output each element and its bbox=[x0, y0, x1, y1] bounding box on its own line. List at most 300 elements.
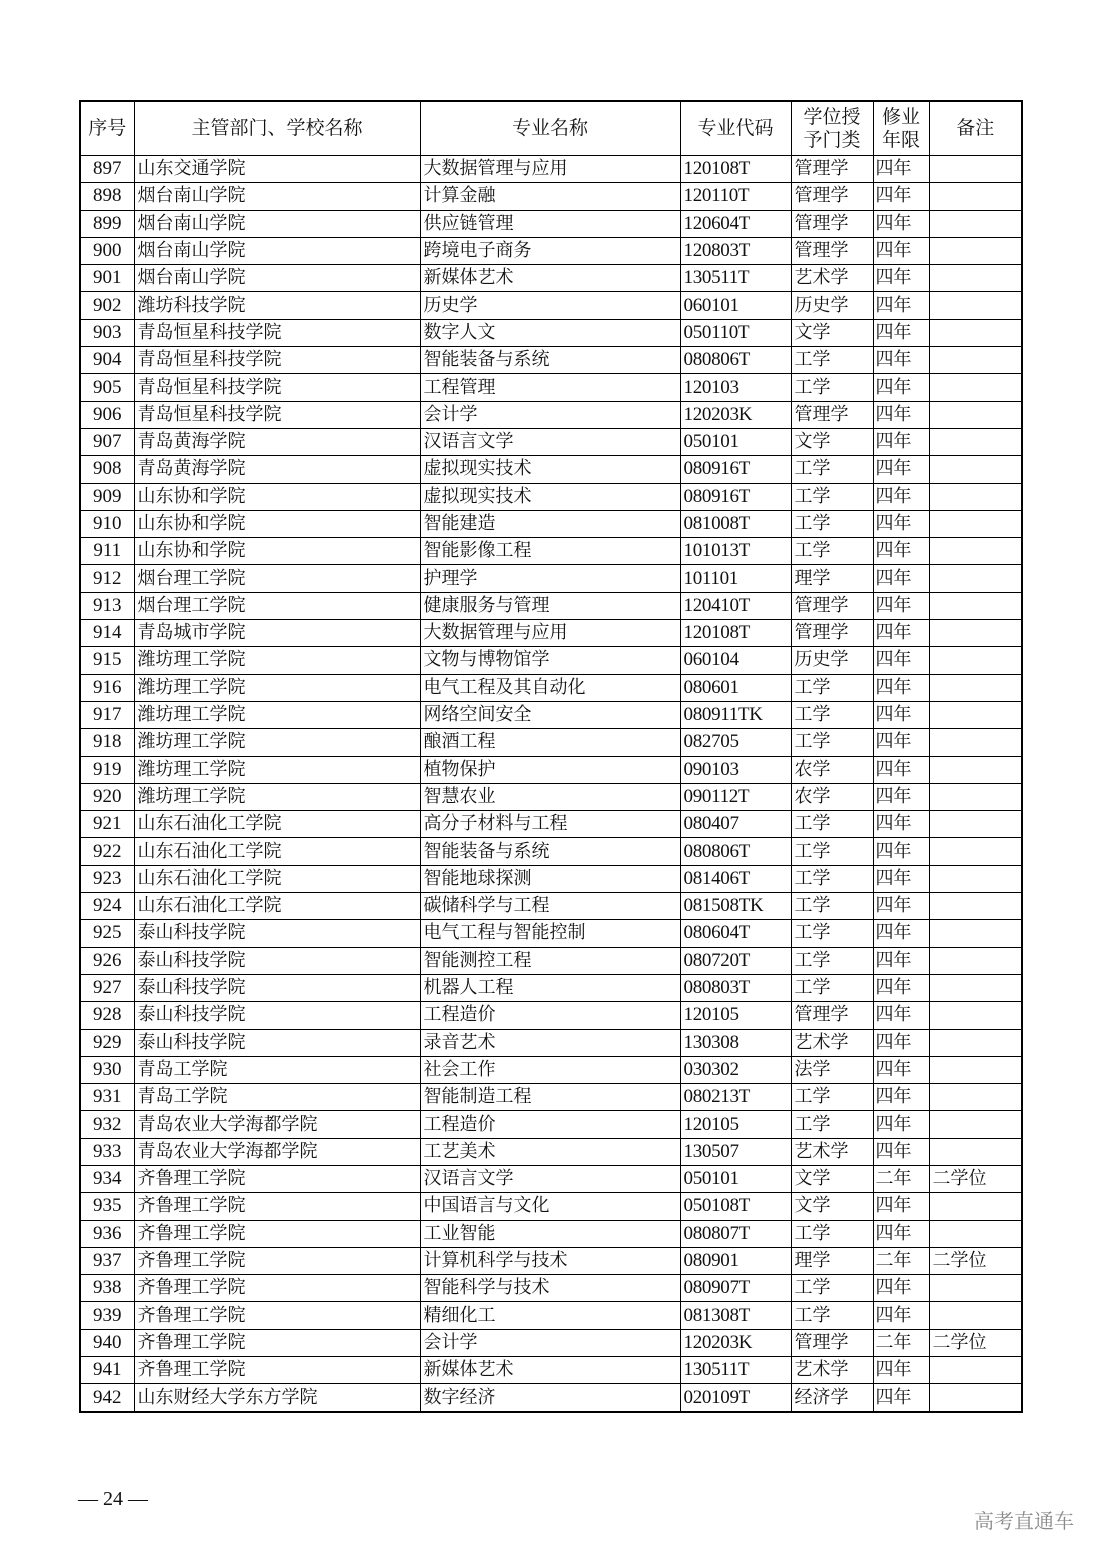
table-row bbox=[80, 156, 1022, 183]
cell-degree: 文学 bbox=[791, 428, 873, 455]
cell-no: 903 bbox=[80, 319, 134, 346]
cell-note bbox=[929, 1029, 1022, 1056]
cell-years: 四年 bbox=[873, 1002, 929, 1029]
cell-no: 920 bbox=[80, 783, 134, 810]
cell-code: 050101 bbox=[680, 428, 791, 455]
cell-note: 二学位 bbox=[929, 1165, 1022, 1192]
cell-code: 050110T bbox=[680, 319, 791, 346]
header-years-line1: 修业 bbox=[881, 105, 920, 128]
table-row bbox=[80, 1165, 1022, 1192]
cell-major: 工程造价 bbox=[420, 1111, 680, 1138]
cell-major: 社会工作 bbox=[420, 1056, 680, 1083]
cell-no: 909 bbox=[80, 483, 134, 510]
cell-school: 烟台南山学院 bbox=[134, 237, 420, 264]
cell-code: 090112T bbox=[680, 783, 791, 810]
cell-code: 120410T bbox=[680, 592, 791, 619]
cell-major: 智慧农业 bbox=[420, 783, 680, 810]
cell-no: 904 bbox=[80, 347, 134, 374]
table-row bbox=[80, 1302, 1022, 1329]
table-row bbox=[80, 783, 1022, 810]
cell-school: 齐鲁理工学院 bbox=[134, 1165, 420, 1192]
cell-years: 四年 bbox=[873, 1384, 929, 1412]
majors-table bbox=[79, 100, 1023, 1413]
cell-school: 烟台南山学院 bbox=[134, 265, 420, 292]
cell-years: 四年 bbox=[873, 538, 929, 565]
cell-degree: 管理学 bbox=[791, 1329, 873, 1356]
table-row bbox=[80, 1247, 1022, 1274]
cell-code: 120203K bbox=[680, 401, 791, 428]
cell-school: 泰山科技学院 bbox=[134, 920, 420, 947]
cell-years: 四年 bbox=[873, 592, 929, 619]
cell-note bbox=[929, 265, 1022, 292]
cell-years: 四年 bbox=[873, 729, 929, 756]
cell-school: 泰山科技学院 bbox=[134, 974, 420, 1001]
cell-major: 智能装备与系统 bbox=[420, 347, 680, 374]
cell-major: 中国语言与文化 bbox=[420, 1193, 680, 1220]
table-row bbox=[80, 183, 1022, 210]
cell-code: 130507 bbox=[680, 1138, 791, 1165]
table-row bbox=[80, 1138, 1022, 1165]
cell-note bbox=[929, 729, 1022, 756]
cell-degree: 文学 bbox=[791, 319, 873, 346]
table-row bbox=[80, 1329, 1022, 1356]
cell-note bbox=[929, 156, 1022, 183]
cell-years: 四年 bbox=[873, 292, 929, 319]
header-note: 备注 bbox=[929, 101, 1022, 156]
table-row bbox=[80, 1056, 1022, 1083]
table-row bbox=[80, 865, 1022, 892]
cell-major: 虚拟现实技术 bbox=[420, 483, 680, 510]
cell-years: 四年 bbox=[873, 701, 929, 728]
cell-note bbox=[929, 483, 1022, 510]
cell-major: 录音艺术 bbox=[420, 1029, 680, 1056]
cell-school: 青岛城市学院 bbox=[134, 620, 420, 647]
cell-degree: 农学 bbox=[791, 756, 873, 783]
cell-school: 山东协和学院 bbox=[134, 483, 420, 510]
cell-school: 烟台南山学院 bbox=[134, 210, 420, 237]
cell-degree: 工学 bbox=[791, 1275, 873, 1302]
cell-note bbox=[929, 647, 1022, 674]
cell-major: 智能测控工程 bbox=[420, 947, 680, 974]
cell-degree: 工学 bbox=[791, 674, 873, 701]
cell-note bbox=[929, 783, 1022, 810]
cell-no: 942 bbox=[80, 1384, 134, 1412]
cell-note bbox=[929, 865, 1022, 892]
cell-degree: 工学 bbox=[791, 811, 873, 838]
cell-no: 928 bbox=[80, 1002, 134, 1029]
cell-note bbox=[929, 183, 1022, 210]
cell-no: 919 bbox=[80, 756, 134, 783]
cell-code: 080807T bbox=[680, 1220, 791, 1247]
cell-school: 山东协和学院 bbox=[134, 538, 420, 565]
cell-no: 929 bbox=[80, 1029, 134, 1056]
cell-code: 080407 bbox=[680, 811, 791, 838]
cell-no: 931 bbox=[80, 1084, 134, 1111]
cell-code: 120108T bbox=[680, 156, 791, 183]
cell-degree: 工学 bbox=[791, 1302, 873, 1329]
table-row bbox=[80, 974, 1022, 1001]
cell-no: 925 bbox=[80, 920, 134, 947]
cell-degree: 管理学 bbox=[791, 183, 873, 210]
cell-years: 四年 bbox=[873, 156, 929, 183]
cell-degree: 法学 bbox=[791, 1056, 873, 1083]
cell-years: 四年 bbox=[873, 510, 929, 537]
cell-school: 齐鲁理工学院 bbox=[134, 1357, 420, 1384]
header-degree-line2: 予门类 bbox=[803, 128, 861, 151]
header-degree-line1: 学位授 bbox=[803, 105, 861, 128]
cell-school: 潍坊理工学院 bbox=[134, 729, 420, 756]
cell-school: 泰山科技学院 bbox=[134, 947, 420, 974]
cell-major: 历史学 bbox=[420, 292, 680, 319]
cell-degree: 工学 bbox=[791, 347, 873, 374]
cell-note: 二学位 bbox=[929, 1247, 1022, 1274]
cell-major: 智能建造 bbox=[420, 510, 680, 537]
cell-school: 烟台南山学院 bbox=[134, 183, 420, 210]
cell-no: 915 bbox=[80, 647, 134, 674]
cell-degree: 管理学 bbox=[791, 237, 873, 264]
cell-code: 101013T bbox=[680, 538, 791, 565]
cell-note bbox=[929, 319, 1022, 346]
cell-note bbox=[929, 347, 1022, 374]
cell-degree: 工学 bbox=[791, 483, 873, 510]
cell-years: 四年 bbox=[873, 374, 929, 401]
cell-code: 101101 bbox=[680, 565, 791, 592]
cell-no: 916 bbox=[80, 674, 134, 701]
cell-years: 四年 bbox=[873, 1084, 929, 1111]
cell-code: 130308 bbox=[680, 1029, 791, 1056]
header-degree bbox=[791, 101, 873, 156]
cell-degree: 工学 bbox=[791, 1084, 873, 1111]
cell-years: 四年 bbox=[873, 565, 929, 592]
cell-degree: 历史学 bbox=[791, 647, 873, 674]
table-row bbox=[80, 510, 1022, 537]
cell-major: 工业智能 bbox=[420, 1220, 680, 1247]
cell-school: 齐鲁理工学院 bbox=[134, 1193, 420, 1220]
cell-note bbox=[929, 1220, 1022, 1247]
cell-code: 030302 bbox=[680, 1056, 791, 1083]
table-row bbox=[80, 1084, 1022, 1111]
cell-degree: 管理学 bbox=[791, 1002, 873, 1029]
table-row bbox=[80, 483, 1022, 510]
cell-code: 050101 bbox=[680, 1165, 791, 1192]
cell-major: 计算机科学与技术 bbox=[420, 1247, 680, 1274]
cell-no: 908 bbox=[80, 456, 134, 483]
cell-code: 081508TK bbox=[680, 893, 791, 920]
cell-no: 940 bbox=[80, 1329, 134, 1356]
cell-code: 120803T bbox=[680, 237, 791, 264]
cell-major: 机器人工程 bbox=[420, 974, 680, 1001]
cell-degree: 理学 bbox=[791, 1247, 873, 1274]
cell-years: 四年 bbox=[873, 620, 929, 647]
cell-note bbox=[929, 1384, 1022, 1412]
cell-code: 060104 bbox=[680, 647, 791, 674]
cell-code: 080907T bbox=[680, 1275, 791, 1302]
cell-degree: 工学 bbox=[791, 538, 873, 565]
cell-years: 四年 bbox=[873, 265, 929, 292]
cell-major: 汉语言文学 bbox=[420, 428, 680, 455]
table-header-row bbox=[80, 101, 1022, 156]
cell-code: 080604T bbox=[680, 920, 791, 947]
cell-code: 120110T bbox=[680, 183, 791, 210]
cell-no: 927 bbox=[80, 974, 134, 1001]
cell-school: 青岛工学院 bbox=[134, 1084, 420, 1111]
table-row bbox=[80, 674, 1022, 701]
cell-code: 080916T bbox=[680, 456, 791, 483]
cell-years: 四年 bbox=[873, 1357, 929, 1384]
cell-degree: 农学 bbox=[791, 783, 873, 810]
table-row bbox=[80, 1384, 1022, 1412]
cell-major: 数字经济 bbox=[420, 1384, 680, 1412]
cell-no: 938 bbox=[80, 1275, 134, 1302]
cell-school: 青岛黄海学院 bbox=[134, 456, 420, 483]
cell-code: 080720T bbox=[680, 947, 791, 974]
cell-major: 大数据管理与应用 bbox=[420, 620, 680, 647]
cell-years: 四年 bbox=[873, 1275, 929, 1302]
cell-major: 数字人文 bbox=[420, 319, 680, 346]
cell-no: 918 bbox=[80, 729, 134, 756]
cell-major: 智能制造工程 bbox=[420, 1084, 680, 1111]
cell-code: 120604T bbox=[680, 210, 791, 237]
cell-code: 080213T bbox=[680, 1084, 791, 1111]
cell-years: 四年 bbox=[873, 183, 929, 210]
table-row bbox=[80, 1111, 1022, 1138]
cell-degree: 工学 bbox=[791, 947, 873, 974]
cell-note bbox=[929, 1138, 1022, 1165]
cell-note bbox=[929, 1002, 1022, 1029]
table-row bbox=[80, 1220, 1022, 1247]
cell-note bbox=[929, 1275, 1022, 1302]
table-row bbox=[80, 347, 1022, 374]
cell-degree: 管理学 bbox=[791, 592, 873, 619]
table-row bbox=[80, 647, 1022, 674]
cell-major: 智能科学与技术 bbox=[420, 1275, 680, 1302]
cell-degree: 工学 bbox=[791, 1111, 873, 1138]
table-row bbox=[80, 237, 1022, 264]
cell-years: 四年 bbox=[873, 319, 929, 346]
cell-years: 四年 bbox=[873, 1302, 929, 1329]
cell-school: 青岛恒星科技学院 bbox=[134, 319, 420, 346]
cell-years: 四年 bbox=[873, 428, 929, 455]
cell-no: 911 bbox=[80, 538, 134, 565]
cell-school: 潍坊理工学院 bbox=[134, 756, 420, 783]
cell-major: 高分子材料与工程 bbox=[420, 811, 680, 838]
cell-major: 酿酒工程 bbox=[420, 729, 680, 756]
cell-note bbox=[929, 428, 1022, 455]
cell-years: 四年 bbox=[873, 947, 929, 974]
cell-code: 120203K bbox=[680, 1329, 791, 1356]
cell-code: 050108T bbox=[680, 1193, 791, 1220]
cell-degree: 工学 bbox=[791, 374, 873, 401]
cell-note bbox=[929, 510, 1022, 537]
cell-years: 四年 bbox=[873, 920, 929, 947]
cell-years: 四年 bbox=[873, 210, 929, 237]
cell-degree: 管理学 bbox=[791, 210, 873, 237]
cell-years: 四年 bbox=[873, 674, 929, 701]
cell-major: 智能影像工程 bbox=[420, 538, 680, 565]
cell-years: 二年 bbox=[873, 1165, 929, 1192]
cell-note bbox=[929, 374, 1022, 401]
cell-years: 四年 bbox=[873, 1138, 929, 1165]
cell-major: 计算金融 bbox=[420, 183, 680, 210]
cell-years: 四年 bbox=[873, 1193, 929, 1220]
table-row bbox=[80, 428, 1022, 455]
cell-no: 939 bbox=[80, 1302, 134, 1329]
cell-degree: 历史学 bbox=[791, 292, 873, 319]
cell-school: 山东财经大学东方学院 bbox=[134, 1384, 420, 1412]
cell-school: 青岛农业大学海都学院 bbox=[134, 1111, 420, 1138]
cell-code: 120108T bbox=[680, 620, 791, 647]
cell-years: 二年 bbox=[873, 1247, 929, 1274]
cell-years: 四年 bbox=[873, 1111, 929, 1138]
cell-note: 二学位 bbox=[929, 1329, 1022, 1356]
cell-degree: 经济学 bbox=[791, 1384, 873, 1412]
cell-note bbox=[929, 811, 1022, 838]
cell-major: 汉语言文学 bbox=[420, 1165, 680, 1192]
cell-school: 山东石油化工学院 bbox=[134, 893, 420, 920]
cell-degree: 工学 bbox=[791, 1220, 873, 1247]
cell-school: 泰山科技学院 bbox=[134, 1029, 420, 1056]
cell-school: 烟台理工学院 bbox=[134, 592, 420, 619]
cell-major: 大数据管理与应用 bbox=[420, 156, 680, 183]
table-row bbox=[80, 374, 1022, 401]
cell-school: 齐鲁理工学院 bbox=[134, 1247, 420, 1274]
cell-code: 081308T bbox=[680, 1302, 791, 1329]
cell-no: 937 bbox=[80, 1247, 134, 1274]
cell-no: 933 bbox=[80, 1138, 134, 1165]
cell-major: 网络空间安全 bbox=[420, 701, 680, 728]
cell-code: 081008T bbox=[680, 510, 791, 537]
cell-note bbox=[929, 701, 1022, 728]
cell-school: 山东石油化工学院 bbox=[134, 838, 420, 865]
cell-code: 060101 bbox=[680, 292, 791, 319]
cell-code: 120105 bbox=[680, 1002, 791, 1029]
cell-note bbox=[929, 1056, 1022, 1083]
cell-note bbox=[929, 1302, 1022, 1329]
cell-degree: 管理学 bbox=[791, 620, 873, 647]
cell-degree: 工学 bbox=[791, 510, 873, 537]
cell-major: 新媒体艺术 bbox=[420, 1357, 680, 1384]
cell-note bbox=[929, 592, 1022, 619]
cell-code: 020109T bbox=[680, 1384, 791, 1412]
cell-no: 923 bbox=[80, 865, 134, 892]
table-row bbox=[80, 756, 1022, 783]
cell-school: 青岛农业大学海都学院 bbox=[134, 1138, 420, 1165]
cell-note bbox=[929, 838, 1022, 865]
table-row bbox=[80, 319, 1022, 346]
cell-major: 供应链管理 bbox=[420, 210, 680, 237]
cell-no: 936 bbox=[80, 1220, 134, 1247]
watermark: 高考直通车 bbox=[974, 1509, 1074, 1533]
cell-major: 工艺美术 bbox=[420, 1138, 680, 1165]
cell-major: 碳储科学与工程 bbox=[420, 893, 680, 920]
cell-note bbox=[929, 1111, 1022, 1138]
cell-no: 902 bbox=[80, 292, 134, 319]
cell-years: 四年 bbox=[873, 838, 929, 865]
table-row bbox=[80, 701, 1022, 728]
cell-degree: 文学 bbox=[791, 1193, 873, 1220]
table-row bbox=[80, 292, 1022, 319]
cell-no: 913 bbox=[80, 592, 134, 619]
cell-code: 130511T bbox=[680, 265, 791, 292]
cell-no: 898 bbox=[80, 183, 134, 210]
table-row bbox=[80, 893, 1022, 920]
cell-major: 新媒体艺术 bbox=[420, 265, 680, 292]
cell-years: 四年 bbox=[873, 756, 929, 783]
cell-major: 跨境电子商务 bbox=[420, 237, 680, 264]
cell-note bbox=[929, 1193, 1022, 1220]
cell-degree: 工学 bbox=[791, 701, 873, 728]
cell-code: 082705 bbox=[680, 729, 791, 756]
cell-note bbox=[929, 756, 1022, 783]
cell-major: 健康服务与管理 bbox=[420, 592, 680, 619]
cell-major: 会计学 bbox=[420, 401, 680, 428]
cell-degree: 工学 bbox=[791, 456, 873, 483]
cell-school: 青岛黄海学院 bbox=[134, 428, 420, 455]
cell-degree: 工学 bbox=[791, 920, 873, 947]
cell-years: 四年 bbox=[873, 783, 929, 810]
table-row bbox=[80, 265, 1022, 292]
table-row bbox=[80, 538, 1022, 565]
cell-years: 四年 bbox=[873, 483, 929, 510]
cell-note bbox=[929, 947, 1022, 974]
cell-no: 926 bbox=[80, 947, 134, 974]
cell-major: 智能装备与系统 bbox=[420, 838, 680, 865]
cell-major: 文物与博物馆学 bbox=[420, 647, 680, 674]
cell-degree: 工学 bbox=[791, 974, 873, 1001]
cell-school: 齐鲁理工学院 bbox=[134, 1302, 420, 1329]
cell-no: 930 bbox=[80, 1056, 134, 1083]
cell-major: 工程管理 bbox=[420, 374, 680, 401]
cell-note bbox=[929, 237, 1022, 264]
cell-note bbox=[929, 1084, 1022, 1111]
cell-school: 泰山科技学院 bbox=[134, 1002, 420, 1029]
cell-note bbox=[929, 292, 1022, 319]
cell-school: 山东石油化工学院 bbox=[134, 811, 420, 838]
cell-note bbox=[929, 1357, 1022, 1384]
cell-school: 青岛恒星科技学院 bbox=[134, 347, 420, 374]
cell-code: 080901 bbox=[680, 1247, 791, 1274]
cell-school: 潍坊理工学院 bbox=[134, 674, 420, 701]
table-row bbox=[80, 620, 1022, 647]
cell-note bbox=[929, 974, 1022, 1001]
cell-code: 080803T bbox=[680, 974, 791, 1001]
cell-years: 四年 bbox=[873, 1056, 929, 1083]
cell-years: 四年 bbox=[873, 811, 929, 838]
cell-major: 电气工程及其自动化 bbox=[420, 674, 680, 701]
cell-major: 工程造价 bbox=[420, 1002, 680, 1029]
cell-no: 924 bbox=[80, 893, 134, 920]
cell-code: 080911TK bbox=[680, 701, 791, 728]
cell-school: 潍坊科技学院 bbox=[134, 292, 420, 319]
table-row bbox=[80, 1193, 1022, 1220]
cell-years: 四年 bbox=[873, 347, 929, 374]
cell-no: 912 bbox=[80, 565, 134, 592]
cell-no: 921 bbox=[80, 811, 134, 838]
cell-major: 会计学 bbox=[420, 1329, 680, 1356]
cell-degree: 管理学 bbox=[791, 156, 873, 183]
cell-no: 935 bbox=[80, 1193, 134, 1220]
cell-school: 青岛恒星科技学院 bbox=[134, 374, 420, 401]
cell-no: 906 bbox=[80, 401, 134, 428]
cell-degree: 艺术学 bbox=[791, 265, 873, 292]
header-years-line2: 年限 bbox=[881, 128, 920, 151]
cell-major: 护理学 bbox=[420, 565, 680, 592]
table-row bbox=[80, 1029, 1022, 1056]
cell-no: 941 bbox=[80, 1357, 134, 1384]
cell-note bbox=[929, 401, 1022, 428]
page-number: — 24 — bbox=[78, 1488, 148, 1510]
cell-code: 080601 bbox=[680, 674, 791, 701]
